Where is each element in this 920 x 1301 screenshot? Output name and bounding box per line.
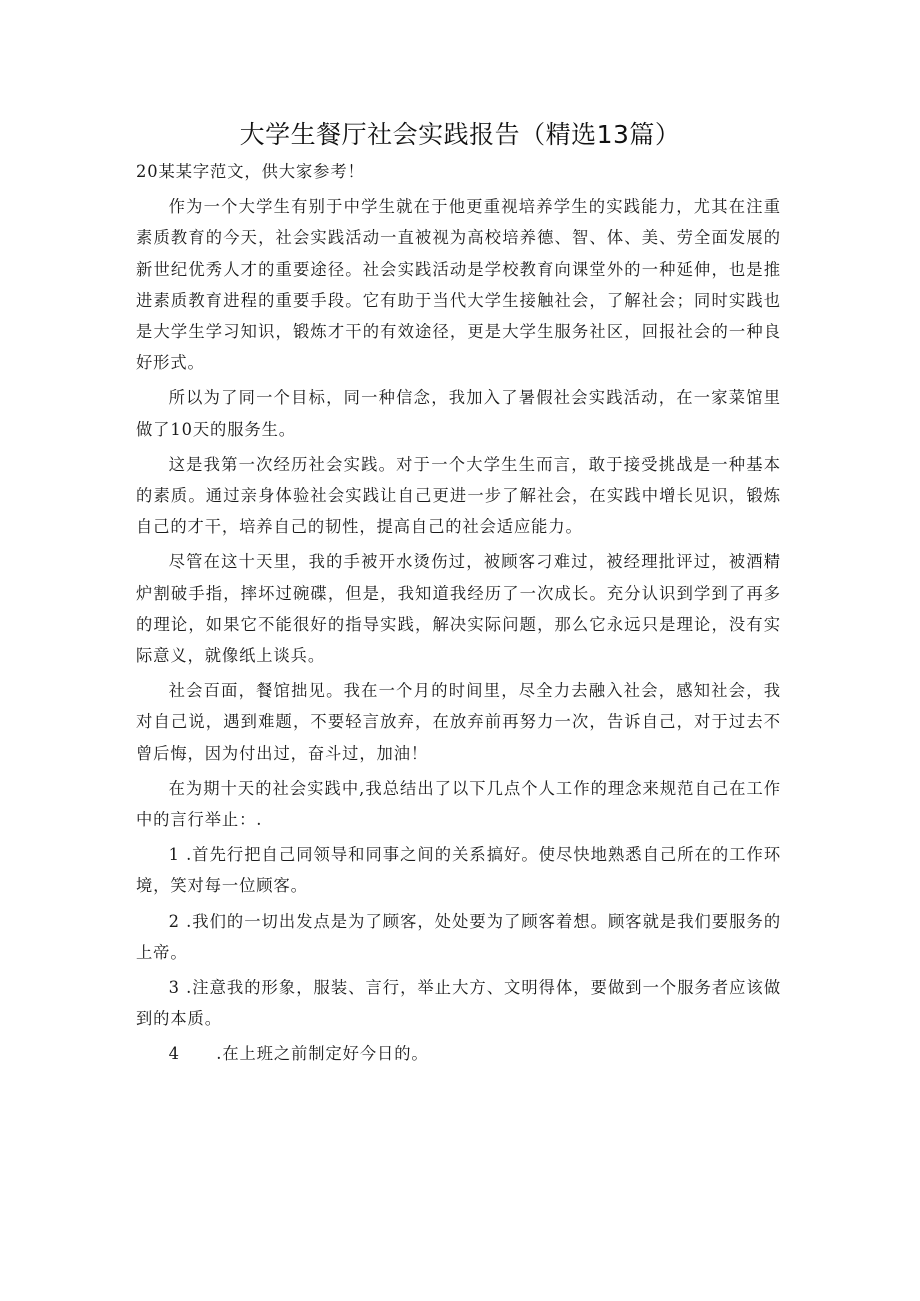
list-item-1: 1 .首先行把自己同领导和同事之间的关系搞好。使尽快地熟悉自己所在的工作环境，笑对每一位顾客。: [136, 845, 781, 896]
list-item-3: 3 .注意我的形象，服装、言行，举止大方、文明得体，要做到一个服务者应该做到的本质。: [136, 978, 781, 1029]
list-item-4: 4 .在上班之前制定好今日的。: [168, 1044, 429, 1064]
list-item-2: 2 .我们的一切出发点是为了顾客，处处要为了顾客着想。顾客就是我们要服务的上帝。: [136, 911, 781, 962]
paragraph-first-experience: 这是我第一次经历社会实践。对于一个大学生生而言，敢于接受挑战是一种基本的素质。通过亲身体验社会实践让自己更进一步了解社会，在实践中增长见识，锻炼自己的才干，培养自己的韧性，提高自己的社会适应能力。: [136, 454, 781, 537]
paragraph-summary: 在为期十天的社会实践中,我总结出了以下几点个人工作的理念来规范自己在工作中的言行举止：.: [136, 778, 781, 830]
document-body: [136, 156, 781, 1074]
paragraph-growth: 尽管在这十天里，我的手被开水烫伤过，被顾客刁难过，被经理批评过，被酒精炉割破手指，摔坏过碗碟，但是，我知道我经历了一次成长。充分认识到学到了再多的理论，如果它不能很好的指导实践，解决实际问题，那么它永远只是理论，没有实际意义，就像纸上谈兵。: [136, 552, 781, 666]
paragraph-join-activity: 所以为了同一个目标，同一种信念，我加入了暑假社会实践活动，在一家菜馆里做了10天的服务生。: [136, 388, 781, 439]
paragraph-practice-ability: 作为一个大学生有别于中学生就在于他更重视培养学生的实践能力，尤其在注重素质教育的今天，社会实践活动一直被视为高校培养德、智、体、美、劳全面发展的新世纪优秀人才的重要途径。社会实践活动是学校教育向课堂外的一种延伸，也是推进素质教育进程的重要手段。它有助于当代大学生接触社会，了解社会；同时实践也是大学生学习知识，锻炼才干的有效途径，更是大学生服务社区，回报社会的一种良好形式。: [136, 197, 781, 373]
intro-line: 20某某字范文，供大家参考！: [136, 162, 365, 181]
document-title: 大学生餐厅社会实践报告（精选13篇）: [239, 120, 681, 149]
paragraph-society: 社会百面，餐馆拙见。我在一个月的时间里，尽全力去融入社会，感知社会，我对自己说，遇到难题，不要轻言放弃，在放弃前再努力一次，告诉自己，对于过去不曾后悔，因为付出过，奋斗过，加油！: [136, 681, 781, 763]
